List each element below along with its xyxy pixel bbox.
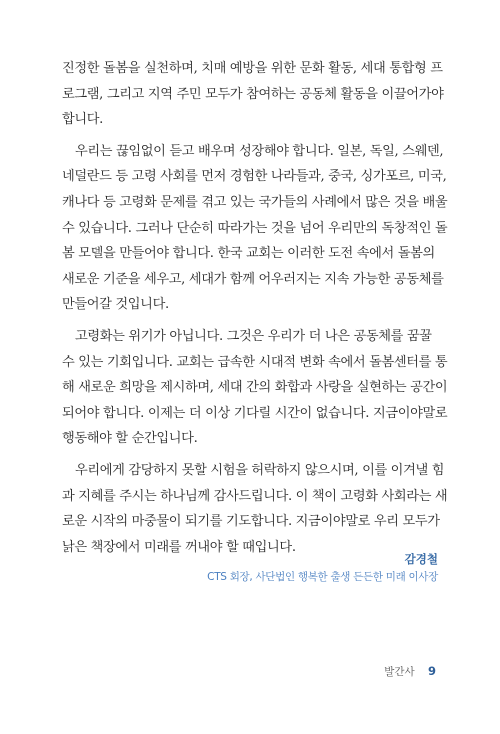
text-line: 낡은 책장에서 미래를 꺼내야 할 때입니다. [62, 539, 296, 555]
body-text [62, 56, 448, 566]
paragraph-3 [62, 324, 448, 452]
text-line: 행동해야 할 순간입니다. [62, 431, 198, 447]
signature-block [207, 550, 438, 586]
text-line: 고령화는 위기가 아닙니다. 그것은 우리가 더 나은 공동체를 꿈꿀 [75, 328, 432, 344]
text-line: 캐나다 등 고령화 문제를 겪고 있는 국가들의 사례에서 많은 것을 배울 [62, 194, 448, 210]
text-line: 우리는 끊임없이 듣고 배우며 성장해야 합니다. 일본, 독일, 스웨덴, [75, 143, 444, 159]
text-line: 만들어갈 것입니다. [62, 297, 169, 313]
text-line: 로그램, 그리고 지역 주민 모두가 참여하는 공동체 활동을 이끌어가야 [62, 86, 444, 102]
footer-section-title: 발간사 [384, 666, 415, 678]
page-footer [384, 664, 436, 679]
text-line: 진정한 돌봄을 실천하며, 치매 예방을 위한 문화 활동, 세대 통합형 프 [62, 61, 443, 76]
paragraph-4 [62, 458, 448, 560]
text-line: 수 있는 기회입니다. 교회는 급속한 시대적 변화 속에서 돌봄센터를 통 [62, 354, 448, 370]
text-line: 봄 모델을 만들어야 합니다. 한국 교회는 이러한 도전 속에서 돌봄의 [62, 246, 435, 262]
paragraph-2 [62, 139, 448, 318]
text-line: 해 새로운 희망을 제시하며, 세대 간의 화합과 사랑을 실현하는 공간이 [62, 380, 448, 396]
text-line: 우리에게 감당하지 못할 시험을 허락하지 않으시며, 이를 이겨낼 힘 [75, 462, 445, 478]
text-line: 로운 시작의 마중물이 되기를 기도합니다. 지금이야말로 우리 모두가 [62, 514, 440, 530]
paragraph-1 [62, 56, 444, 133]
text-line: 네덜란드 등 고령 사회를 먼저 경험한 나라들과, 중국, 싱가포르, 미국, [62, 169, 447, 185]
text-line: 합니다. [62, 112, 104, 128]
text-line: 되어야 합니다. 이제는 더 이상 기다릴 시간이 없습니다. 지금이야말로 [62, 405, 448, 421]
author-name: 감경철 [404, 552, 438, 566]
text-line: 과 지혜를 주시는 하나님께 감사드립니다. 이 책이 고령화 사회라는 새 [62, 488, 448, 504]
text-line: 수 있습니다. 그러나 단순히 따라가는 것을 넘어 우리만의 독창적인 돌 [62, 220, 448, 236]
page-number: 9 [427, 664, 436, 678]
author-title: CTS 회장, 사단법인 행복한 출생 든든한 미래 이사장 [207, 571, 438, 583]
text-line: 새로운 기준을 세우고, 세대가 함께 어우러지는 지속 가능한 공동체를 [62, 271, 444, 287]
